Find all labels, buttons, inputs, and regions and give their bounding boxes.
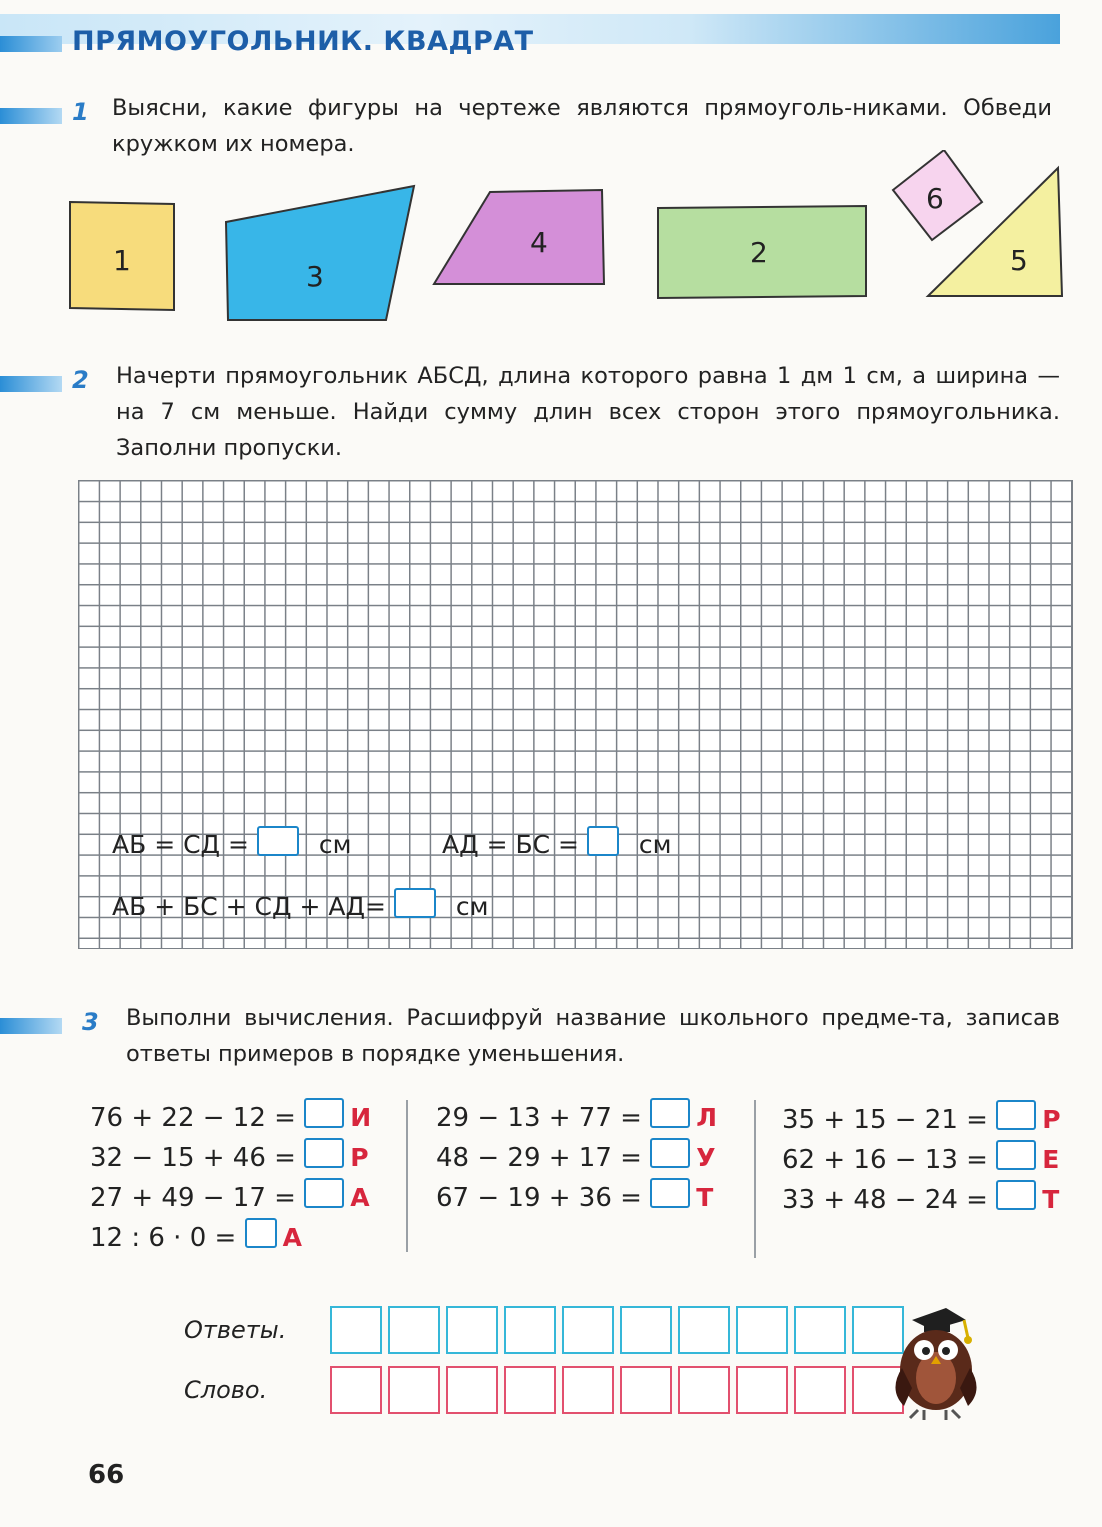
owl-illustration <box>884 1298 984 1422</box>
word-cells <box>330 1366 904 1414</box>
calc-row: 76 + 22 − 12 = И <box>90 1098 371 1138</box>
answer-box-ad[interactable] <box>587 826 619 856</box>
calc-row: 29 − 13 + 77 = Л <box>436 1098 717 1138</box>
task2-number: 2 <box>72 366 89 394</box>
shape-2-label: 2 <box>750 236 768 269</box>
task2-accent-bar <box>0 376 62 392</box>
answers-cells <box>330 1306 904 1354</box>
page-title: ПРЯМОУГОЛЬНИК. КВАДРАТ <box>72 26 534 57</box>
calc-answer-box[interactable] <box>304 1138 344 1168</box>
calc-row: 35 + 15 − 21 = Р <box>782 1100 1061 1140</box>
unit-label: см <box>455 892 489 921</box>
calc-answer-box[interactable] <box>650 1098 690 1128</box>
shape-1-label: 1 <box>113 244 131 277</box>
task1-text: Выясни, какие фигуры на чертеже являются прямоуголь-никами. Обведи кружком их номера. <box>112 95 1052 157</box>
answer-cell[interactable] <box>736 1306 788 1354</box>
answer-cell[interactable] <box>330 1306 382 1354</box>
word-cell[interactable] <box>620 1366 672 1414</box>
word-cell[interactable] <box>388 1366 440 1414</box>
calc-row: 48 − 29 + 17 = У <box>436 1138 717 1178</box>
task1-shapes <box>0 150 1102 330</box>
equation-ad-bs <box>442 826 672 859</box>
page-number: 66 <box>88 1460 125 1490</box>
calc-answer-box[interactable] <box>996 1100 1036 1130</box>
equation-perimeter <box>112 888 488 921</box>
calc-answer-box[interactable] <box>996 1180 1036 1210</box>
task3-accent-bar <box>0 1018 62 1034</box>
calc-column-2 <box>436 1098 717 1218</box>
task2-text: Начерти прямоугольник АБСД, длина которого равна 1 дм 1 см, а ширина — на 7 см меньше. Найди сумму длин всех сторон этого прямоугольника. Заполни пропуски. <box>116 363 1060 461</box>
unit-label: см <box>638 830 672 859</box>
answer-cell[interactable] <box>388 1306 440 1354</box>
word-cell[interactable] <box>562 1366 614 1414</box>
word-cell[interactable] <box>330 1366 382 1414</box>
column-divider <box>754 1100 756 1258</box>
shape-3[interactable] <box>226 186 414 320</box>
task3-text: Выполни вычисления. Расшифруй название школьного предме-та, записав ответы примеров в порядке уменьшения. <box>126 1005 1060 1067</box>
calc-row: 33 + 48 − 24 = Т <box>782 1180 1061 1220</box>
equation-ad-bs-text: АД = БС = <box>442 830 579 859</box>
word-cell[interactable] <box>446 1366 498 1414</box>
task3-number: 3 <box>82 1008 99 1036</box>
shape-2[interactable] <box>658 206 866 298</box>
answer-box-ab[interactable] <box>257 826 299 856</box>
shape-6-label: 6 <box>926 182 944 215</box>
calc-answer-box[interactable] <box>996 1140 1036 1170</box>
calc-row: 12 : 6 · 0 = А <box>90 1218 371 1258</box>
word-cell[interactable] <box>736 1366 788 1414</box>
task1-accent-bar <box>0 108 62 124</box>
task1-number: 1 <box>72 98 89 126</box>
column-divider <box>406 1100 408 1252</box>
answer-box-perimeter[interactable] <box>394 888 436 918</box>
calc-answer-box[interactable] <box>245 1218 277 1248</box>
shape-1[interactable] <box>70 202 174 310</box>
word-cell[interactable] <box>504 1366 556 1414</box>
answer-cell[interactable] <box>562 1306 614 1354</box>
word-cell[interactable] <box>794 1366 846 1414</box>
calc-row: 27 + 49 − 17 = А <box>90 1178 371 1218</box>
answer-cell[interactable] <box>678 1306 730 1354</box>
shape-3-label: 3 <box>306 260 324 293</box>
calc-column-3 <box>782 1100 1061 1220</box>
calc-answer-box[interactable] <box>650 1178 690 1208</box>
calc-answer-box[interactable] <box>650 1138 690 1168</box>
shape-6[interactable] <box>893 150 982 240</box>
equation-ab-sd-text: АБ = СД = <box>112 830 249 859</box>
word-cell[interactable] <box>678 1366 730 1414</box>
calc-answer-box[interactable] <box>304 1178 344 1208</box>
answer-cell[interactable] <box>620 1306 672 1354</box>
calc-column-1 <box>90 1098 371 1258</box>
calc-answer-box[interactable] <box>304 1098 344 1128</box>
calc-row: 62 + 16 − 13 = Е <box>782 1140 1061 1180</box>
shape-4-label: 4 <box>530 226 548 259</box>
calc-row: 32 − 15 + 46 = Р <box>90 1138 371 1178</box>
drawing-grid[interactable] <box>78 480 1073 949</box>
answer-cell[interactable] <box>794 1306 846 1354</box>
equation-ab-sd <box>112 826 352 859</box>
word-label: Слово. <box>184 1376 268 1404</box>
shape-4[interactable] <box>434 190 604 284</box>
title-accent-bar <box>0 36 62 52</box>
shape-5-label: 5 <box>1010 244 1028 277</box>
calc-row: 67 − 19 + 36 = Т <box>436 1178 717 1218</box>
answer-cell[interactable] <box>504 1306 556 1354</box>
equation-perimeter-text: АБ + БС + СД + АД= <box>112 892 386 921</box>
answer-cell[interactable] <box>446 1306 498 1354</box>
answers-label: Ответы. <box>184 1316 287 1344</box>
unit-label: см <box>318 830 352 859</box>
